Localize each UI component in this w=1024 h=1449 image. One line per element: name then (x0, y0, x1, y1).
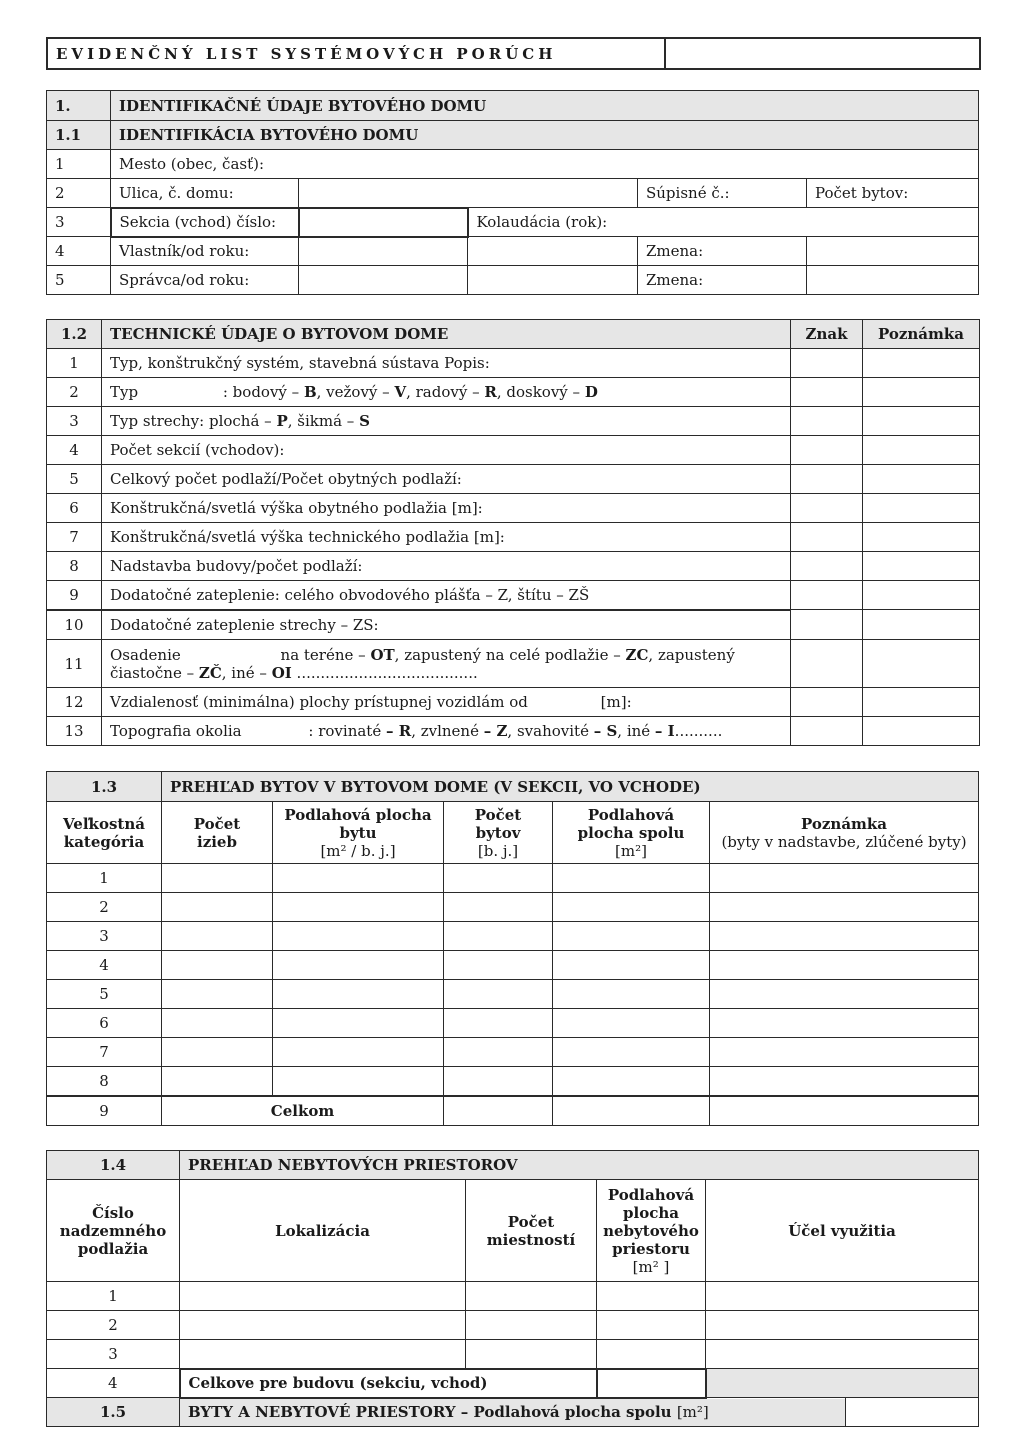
field-sekcia-input[interactable] (299, 208, 468, 237)
table-row (47, 1009, 979, 1038)
data-cell[interactable] (553, 980, 710, 1009)
row-number: 5 (47, 980, 162, 1009)
section-heading: PREHĽAD NEBYTOVÝCH PRIESTOROV (180, 1151, 979, 1180)
section-1-5-label: BYTY A NEBYTOVÉ PRIESTORY – Podlahová plocha spolu [m²] (180, 1398, 846, 1427)
znak-cell[interactable] (791, 378, 863, 407)
table-row (47, 864, 979, 893)
field-vlastnik-year[interactable] (468, 237, 638, 266)
row-number: 6 (47, 1009, 162, 1038)
field-spravca-zmena-label: Zmena: (638, 266, 807, 295)
data-cell[interactable] (444, 951, 553, 980)
data-cell[interactable] (444, 922, 553, 951)
total-plocha-priestoru[interactable] (597, 1369, 706, 1398)
row-number: 10 (47, 610, 102, 640)
table-row (47, 922, 979, 951)
subsection-number: 1.1 (47, 121, 111, 150)
data-cell[interactable] (706, 1282, 979, 1311)
field-pocet-bytov-label: Počet bytov: (807, 179, 979, 208)
section-heading: IDENTIFIKAČNÉ ÚDAJE BYTOVÉHO DOMU (111, 91, 979, 121)
poznamka-cell[interactable] (863, 552, 980, 581)
data-cell[interactable] (162, 1067, 273, 1096)
field-spravca-label: Správca/od roku: (111, 266, 299, 295)
row-number: 4 (47, 951, 162, 980)
table-row (47, 980, 979, 1009)
field-vlastnik-input[interactable] (299, 237, 468, 266)
row-number: 3 (47, 208, 111, 237)
row-number: 3 (47, 1340, 180, 1369)
znak-cell[interactable] (791, 465, 863, 494)
total-label: Celkove pre budovu (sekciu, vchod) (180, 1369, 597, 1398)
data-cell[interactable] (710, 864, 979, 893)
poznamka-cell[interactable] (863, 465, 980, 494)
tech-row-text: Vzdialenosť (minimálna) plochy prístupnej vozidlám od [m]: (102, 688, 791, 717)
znak-cell[interactable] (791, 436, 863, 465)
tech-row-text: Typ : bodový – B, vežový – V, radový – R, doskový – D (102, 378, 791, 407)
data-cell[interactable] (273, 1038, 444, 1067)
tech-row-text: Konštrukčná/svetlá výška obytného podlažia [m]: (102, 494, 791, 523)
row-number: 5 (47, 465, 102, 494)
row-number: 1 (47, 1282, 180, 1311)
data-cell[interactable] (444, 1038, 553, 1067)
row-number: 4 (47, 436, 102, 465)
section-number: 1. (47, 91, 111, 121)
znak-cell[interactable] (791, 640, 863, 688)
data-cell[interactable] (553, 864, 710, 893)
field-vlastnik-zmena-input[interactable] (807, 237, 979, 266)
row-number: 7 (47, 1038, 162, 1067)
poznamka-cell[interactable] (863, 436, 980, 465)
col-pocet-bytov: Počet bytov [b. j.] (444, 802, 553, 864)
poznamka-cell[interactable] (863, 688, 980, 717)
data-cell[interactable] (273, 951, 444, 980)
col-poznamka: Poznámka (863, 320, 980, 349)
data-cell[interactable] (162, 893, 273, 922)
data-cell[interactable] (553, 1009, 710, 1038)
section-number: 1.4 (47, 1151, 180, 1180)
row-number: 11 (47, 640, 102, 688)
total-pocet-bytov[interactable] (444, 1096, 553, 1126)
field-vlastnik-label: Vlastník/od roku: (111, 237, 299, 266)
table-row (47, 951, 979, 980)
data-cell[interactable] (710, 893, 979, 922)
col-plocha-spolu: Podlahová plocha spolu [m²] (553, 802, 710, 864)
data-cell[interactable] (466, 1282, 597, 1311)
row-number: 9 (47, 1096, 162, 1126)
row-number: 3 (47, 922, 162, 951)
data-cell[interactable] (273, 893, 444, 922)
data-cell[interactable] (710, 1038, 979, 1067)
table-row (47, 1038, 979, 1067)
field-spravca-year[interactable] (468, 266, 638, 295)
field-ulica-label: Ulica, č. domu: (111, 179, 299, 208)
data-cell[interactable] (710, 1067, 979, 1096)
data-cell[interactable] (706, 1340, 979, 1369)
section-1-table (46, 90, 979, 295)
tech-row-text: Typ strechy: plochá – P, šikmá – S (102, 407, 791, 436)
znak-cell[interactable] (791, 494, 863, 523)
data-cell[interactable] (706, 1311, 979, 1340)
poznamka-cell[interactable] (863, 640, 980, 688)
znak-cell[interactable] (791, 552, 863, 581)
data-cell[interactable] (444, 1067, 553, 1096)
row-number: 7 (47, 523, 102, 552)
data-cell[interactable] (273, 864, 444, 893)
poznamka-cell[interactable] (863, 349, 980, 378)
znak-cell[interactable] (791, 717, 863, 746)
section-1-4-table (46, 1150, 979, 1427)
col-velkostna-kategoria: Veľkostná kategória (47, 802, 162, 864)
section-heading: PREHĽAD BYTOV V BYTOVOM DOME (V SEKCII, VO VCHODE) (162, 772, 979, 802)
znak-cell[interactable] (791, 523, 863, 552)
znak-cell[interactable] (791, 349, 863, 378)
form-title-box (46, 37, 981, 70)
section-heading: TECHNICKÉ ÚDAJE O BYTOVOM DOME (102, 320, 791, 349)
section-1-2-table (46, 319, 980, 746)
data-cell[interactable] (710, 980, 979, 1009)
table-row (47, 1282, 979, 1311)
form-id-field[interactable] (665, 38, 980, 69)
field-supisne-label: Súpisné č.: (638, 179, 807, 208)
row-number: 1 (47, 349, 102, 378)
row-number: 5 (47, 266, 111, 295)
data-cell[interactable] (710, 1009, 979, 1038)
row-number: 2 (47, 1311, 180, 1340)
tech-row-text: Topografia okolia : rovinaté – R, zvlnené – Z, svahovité – S, iné – I.......... (102, 717, 791, 746)
data-cell[interactable] (553, 951, 710, 980)
data-cell[interactable] (273, 922, 444, 951)
col-poznamka: Poznámka (byty v nadstavbe, zlúčené byty) (710, 802, 979, 864)
poznamka-cell[interactable] (863, 523, 980, 552)
col-ucel-vyuzitia: Účel využitia (706, 1180, 979, 1282)
data-cell[interactable] (162, 980, 273, 1009)
data-cell[interactable] (553, 1038, 710, 1067)
tech-row-text: Nadstavba budovy/počet podlaží: (102, 552, 791, 581)
data-cell[interactable] (466, 1311, 597, 1340)
row-number: 4 (47, 1369, 180, 1398)
data-cell[interactable] (444, 980, 553, 1009)
total-poznamka[interactable] (710, 1096, 979, 1126)
data-cell[interactable] (553, 893, 710, 922)
field-spravca-input[interactable] (299, 266, 468, 295)
data-cell[interactable] (162, 864, 273, 893)
field-vlastnik-zmena-label: Zmena: (638, 237, 807, 266)
col-lokalizacia: Lokalizácia (180, 1180, 466, 1282)
row-number: 13 (47, 717, 102, 746)
total-plocha-spolu-input[interactable] (846, 1398, 979, 1427)
row-number: 12 (47, 688, 102, 717)
table-row (47, 893, 979, 922)
tech-row-text: Typ, konštrukčný systém, stavebná sústava Popis: (102, 349, 791, 378)
subsection-heading: IDENTIFIKÁCIA BYTOVÉHO DOMU (111, 121, 979, 150)
znak-cell[interactable] (791, 610, 863, 640)
znak-cell[interactable] (791, 581, 863, 610)
row-number: 8 (47, 1067, 162, 1096)
poznamka-cell[interactable] (863, 610, 980, 640)
data-cell[interactable] (162, 922, 273, 951)
tech-row-text: Počet sekcií (vchodov): (102, 436, 791, 465)
data-cell[interactable] (273, 1009, 444, 1038)
data-cell[interactable] (553, 1067, 710, 1096)
data-cell[interactable] (162, 1038, 273, 1067)
data-cell[interactable] (273, 980, 444, 1009)
tech-row-text: Osadenie na teréne – OT, zapustený na celé podlažie – ZC, zapustený čiastočne – ZČ, iné – OI ...................................... (102, 640, 791, 688)
data-cell[interactable] (444, 1009, 553, 1038)
field-ulica-input[interactable] (299, 179, 638, 208)
table-row (47, 1067, 979, 1096)
table-row (47, 1311, 979, 1340)
data-cell[interactable] (710, 951, 979, 980)
znak-cell[interactable] (791, 407, 863, 436)
tech-row-text: Dodatočné zateplenie strechy – ZS: (102, 610, 791, 640)
section-1-3-table (46, 771, 979, 1126)
col-znak: Znak (791, 320, 863, 349)
col-pocet-izieb: Počet izieb (162, 802, 273, 864)
row-number: 6 (47, 494, 102, 523)
field-kolaudacia-label: Kolaudácia (rok): (468, 208, 979, 237)
data-cell[interactable] (162, 1009, 273, 1038)
data-cell[interactable] (597, 1282, 706, 1311)
field-sekcia-label: Sekcia (vchod) číslo: (111, 208, 299, 237)
shaded-cell (706, 1369, 979, 1398)
row-number: 3 (47, 407, 102, 436)
col-plocha-priestoru: Podlahová plocha nebytového priestoru [m² ] (597, 1180, 706, 1282)
row-number: 2 (47, 179, 111, 208)
form-title: EVIDENČNÝ LIST SYSTÉMOVÝCH PORÚCH (47, 38, 665, 69)
data-cell[interactable] (597, 1311, 706, 1340)
poznamka-cell[interactable] (863, 378, 980, 407)
data-cell[interactable] (180, 1282, 466, 1311)
table-row (47, 1340, 979, 1369)
row-number: 1 (47, 864, 162, 893)
poznamka-cell[interactable] (863, 717, 980, 746)
data-cell[interactable] (553, 922, 710, 951)
data-cell[interactable] (710, 922, 979, 951)
poznamka-cell[interactable] (863, 581, 980, 610)
total-plocha-spolu[interactable] (553, 1096, 710, 1126)
row-number: 8 (47, 552, 102, 581)
section-number: 1.2 (47, 320, 102, 349)
field-spravca-zmena-input[interactable] (807, 266, 979, 295)
znak-cell[interactable] (791, 688, 863, 717)
row-number: 4 (47, 237, 111, 266)
poznamka-cell[interactable] (863, 494, 980, 523)
col-plocha-bytu: Podlahová plocha bytu [m² / b. j.] (273, 802, 444, 864)
tech-row-text: Konštrukčná/svetlá výška technického podlažia [m]: (102, 523, 791, 552)
data-cell[interactable] (444, 864, 553, 893)
data-cell[interactable] (180, 1340, 466, 1369)
row-number: 1 (47, 150, 111, 179)
data-cell[interactable] (273, 1067, 444, 1096)
poznamka-cell[interactable] (863, 407, 980, 436)
col-pocet-miestnosti: Počet miestností (466, 1180, 597, 1282)
field-mesto-label: Mesto (obec, časť): (111, 150, 979, 179)
data-cell[interactable] (597, 1340, 706, 1369)
data-cell[interactable] (180, 1311, 466, 1340)
row-number: 2 (47, 893, 162, 922)
section-number: 1.3 (47, 772, 162, 802)
col-cislo-podlazia: Číslo nadzemného podlažia (47, 1180, 180, 1282)
data-cell[interactable] (466, 1340, 597, 1369)
data-cell[interactable] (444, 893, 553, 922)
tech-row-text: Dodatočné zateplenie: celého obvodového plášťa – Z, štítu – ZŠ (102, 581, 791, 610)
section-number: 1.5 (47, 1398, 180, 1427)
row-number: 9 (47, 581, 102, 610)
tech-row-text: Celkový počet podlaží/Počet obytných podlaží: (102, 465, 791, 494)
total-label: Celkom (162, 1096, 444, 1126)
data-cell[interactable] (162, 951, 273, 980)
row-number: 2 (47, 378, 102, 407)
